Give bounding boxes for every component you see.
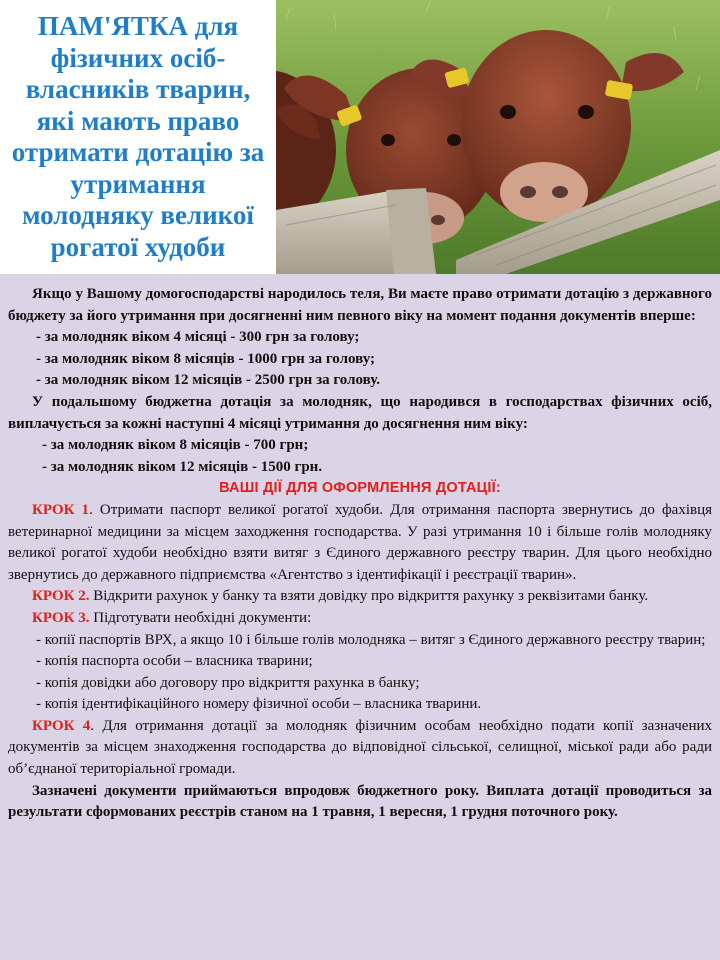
page-title: ПАМ'ЯТКА для фізичних осіб-власників тварин, які мають право отримати дотацію за утримання молодняку великої рогатої худоби xyxy=(11,11,265,262)
step-1 xyxy=(8,500,712,586)
calves-illustration xyxy=(276,0,720,274)
doc-item: - копія довідки або договору про відкриття рахунка в банку; xyxy=(36,674,420,691)
first-rate-12m: - за молодняк віком 12 місяців - 2500 грн за голову. xyxy=(36,372,380,389)
step-3 xyxy=(8,608,712,630)
step-4-label: КРОК 4 xyxy=(32,717,91,734)
step-1-label: КРОК 1 xyxy=(32,501,90,518)
step-4 xyxy=(8,716,712,781)
subsequent-rate-12m: - за молодняк віком 12 місяців - 1500 грн. xyxy=(42,458,323,475)
first-rate-8m: - за молодняк віком 8 місяців - 1000 грн за голову; xyxy=(36,350,376,367)
subsequent-paragraph: У подальшому бюджетна дотація за молодняк, що народився в господарствах фізичних осіб, виплачується за кожні наступні 4 місяці утримання до досягнення ним віку: xyxy=(8,393,712,432)
step-1-text: . Отримати паспорт великої рогатої худоби. Для отримання паспорта звернутись до фахівця ветеринарної медицини за місцем заходження господарства. У разі утримання 10 і більше голів молодняку великої рогатої худоби необхідно взяти витяг з Єдиного державного реєстру тварин. Для цього необхідно звернутись до державного підприємства «Агентство з ідентифікації і реєстрації тварин». xyxy=(8,501,712,583)
doc-item: - копія ідентифікаційного номеру фізичної особи – власника тварини. xyxy=(36,696,482,713)
step-3-text: Підготувати необхідні документи: xyxy=(89,609,312,626)
step-2-label: КРОК 2. xyxy=(32,588,90,605)
doc-item: - копії паспортів ВРХ, а якщо 10 і більше голів молодняка – витяг з Єдиного державного реєстру тварин; xyxy=(36,631,706,648)
step-3-label: КРОК 3. xyxy=(32,609,90,626)
doc-item: - копія паспорта особи – власника тварини; xyxy=(36,653,313,670)
step-4-text: . Для отримання дотації за молодняк фізичним особам необхідно подати копії зазначених документів за місцем знаходження господарства до відповідної сільської, селищної, міської ради або ради об’єднаної територіальної громади. xyxy=(8,717,712,778)
step-2-text: Відкрити рахунок у банку та взяти довідку про відкриття рахунку з реквізитами банку. xyxy=(89,588,649,605)
calves-photo xyxy=(276,0,720,274)
title-box xyxy=(0,0,276,274)
subsequent-rate-8m: - за молодняк віком 8 місяців - 700 грн; xyxy=(42,437,309,454)
header xyxy=(0,0,720,274)
closing-paragraph: Зазначені документи приймаються впродовж бюджетного року. Виплата дотації проводиться за результати сформованих реєстрів станом на 1 травня, 1 вересня, 1 грудня поточного року. xyxy=(8,782,712,821)
memo-content xyxy=(0,274,720,960)
intro-paragraph: Якщо у Вашому домогосподарстві народилось теля, Ви маєте право отримати дотацію з державного бюджету за його утримання при досягненні ним певного віку на момент подання документів вперше: xyxy=(8,286,712,324)
actions-title: ВАШІ ДІЇ ДЛЯ ОФОРМЛЕННЯ ДОТАЦІЇ: xyxy=(219,480,501,497)
first-rate-4m: - за молодняк віком 4 місяці - 300 грн за голову; xyxy=(36,329,360,346)
step-2 xyxy=(8,586,712,608)
